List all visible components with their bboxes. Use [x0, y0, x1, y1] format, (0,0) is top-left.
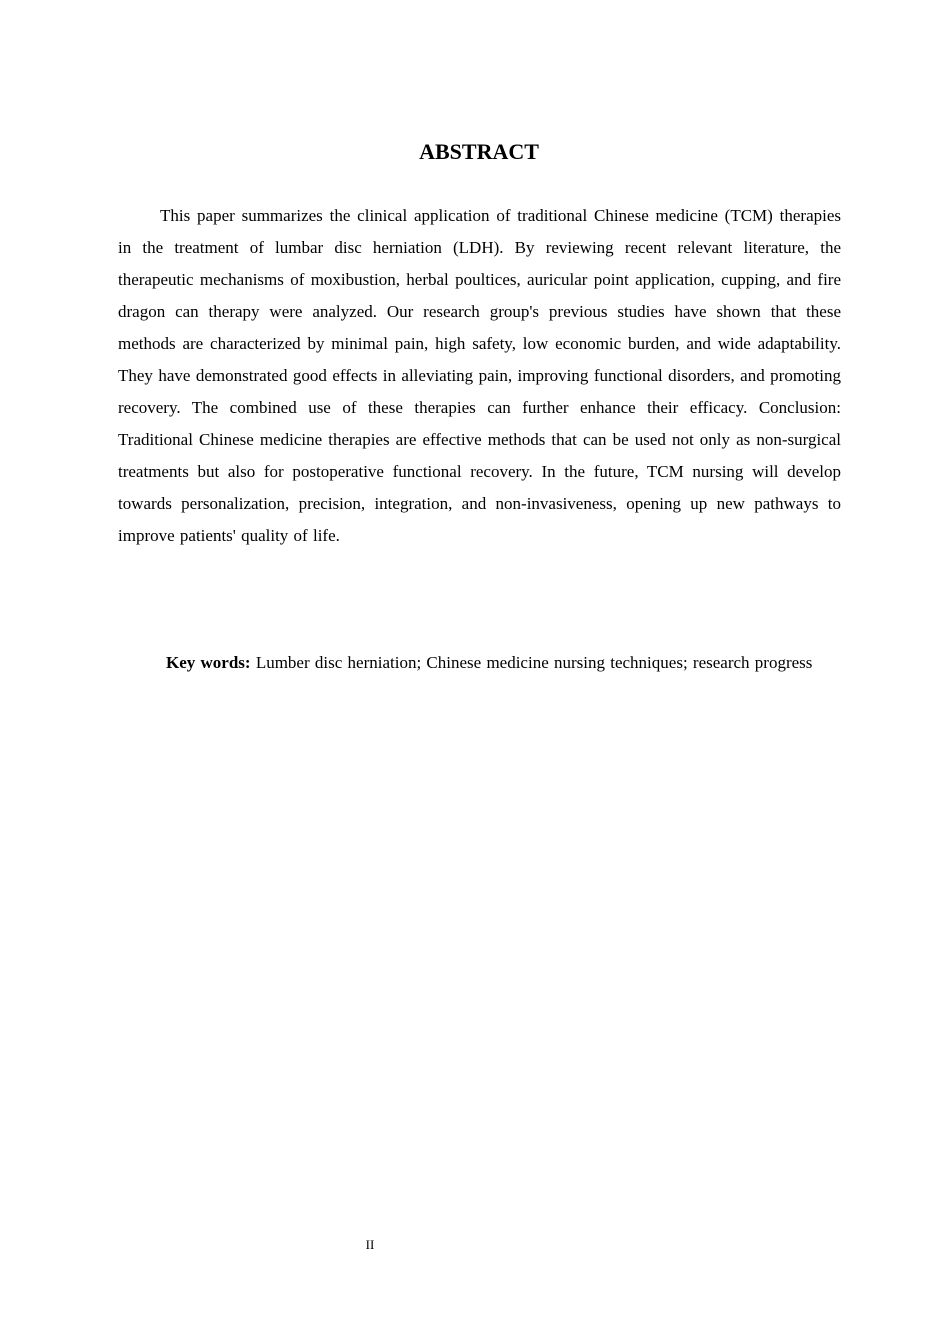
keywords-paragraph [118, 647, 841, 679]
page-number: II [365, 1237, 375, 1252]
abstract-paragraph: This paper summarizes the clinical application of traditional Chinese medicine (TCM) therapies in the treatment of lumbar disc herniation (LDH). By reviewing recent relevant literature, the therapeutic mechanisms of moxibustion, herbal poultices, auricular point application, cupping, and fire dragon can therapy were analyzed. Our research group's previous studies have shown that these methods are characterized by minimal pain, high safety, low economic burden, and wide adaptability. They have demonstrated good effects in alleviating pain, improving functional disorders, and promoting recovery. The combined use of these therapies can further enhance their efficacy. Conclusion: Traditional Chinese medicine therapies are effective methods that can be used not only as non-surgical treatments but also for postoperative functional recovery. In the future, TCM nursing will develop towards personalization, precision, integration, and non-invasiveness, opening up new pathways to improve patients' quality of life. [118, 206, 841, 545]
keywords-label: Key words: [166, 653, 251, 672]
abstract-title: ABSTRACT [419, 139, 539, 164]
keywords-text: Lumber disc herniation; Chinese medicine nursing techniques; research progress [255, 653, 813, 672]
